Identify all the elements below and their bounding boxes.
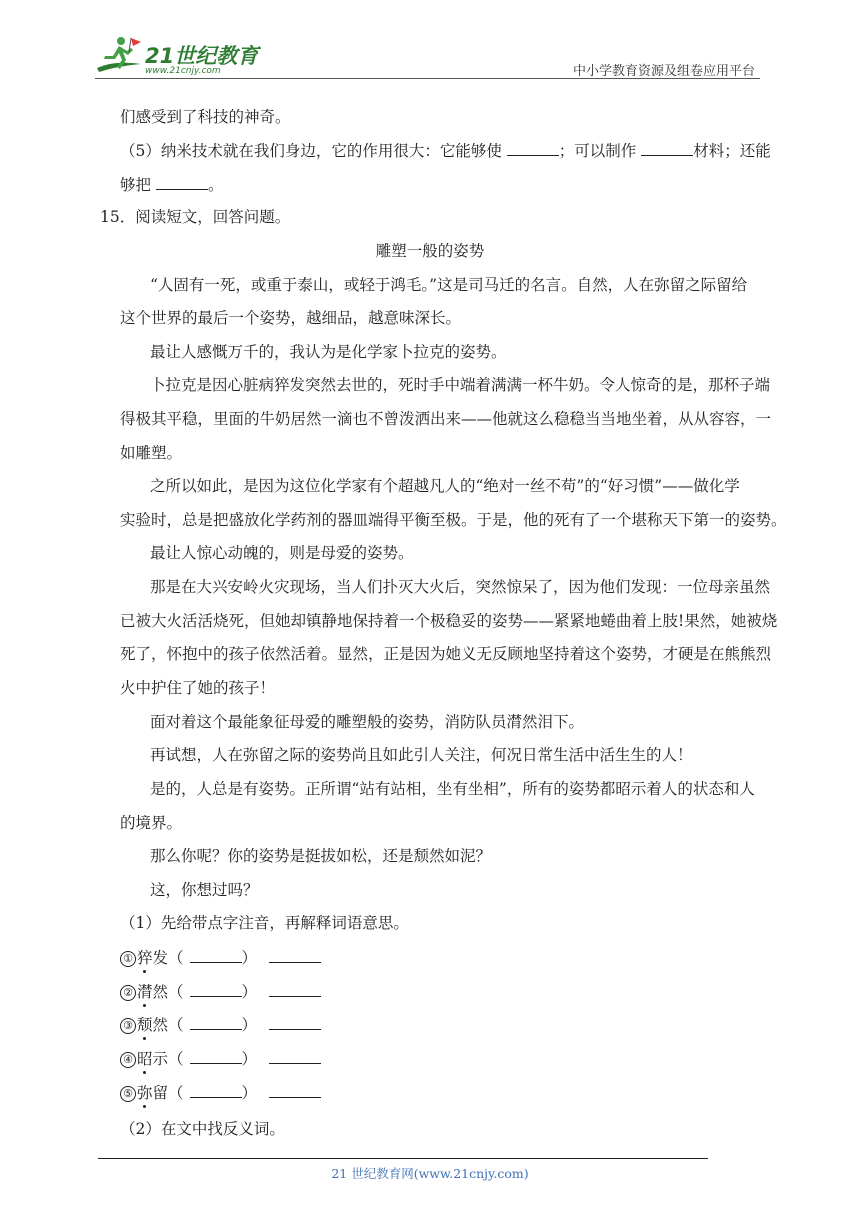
article-paragraph: 火中护住了她的孩子！ — [120, 679, 276, 697]
item-number: ⑤ — [120, 1086, 136, 1102]
paren-close: ） — [241, 1084, 258, 1102]
dotted-char: 颓 — [137, 1016, 153, 1034]
word-item — [120, 981, 321, 1002]
item-number: ① — [120, 951, 136, 967]
q14-p5-text-b: ；可以制作 — [558, 142, 642, 160]
paren-open: （ — [168, 1084, 184, 1102]
page-header — [95, 30, 760, 82]
article-paragraph: 得极其平稳，里面的牛奶居然一滴也不曾泼洒出来——他就这么稳稳当当地坐着，从从容容，一 — [120, 410, 772, 428]
paren-close: ） — [241, 983, 258, 1001]
article-paragraph: 已被大火活活烧死，但她却镇静地保持着一个极稳妥的姿势——紧紧地蜷曲着上肢!果然，她被烧 — [120, 612, 778, 630]
meaning-blank[interactable] — [269, 947, 321, 963]
paren-open: （ — [168, 949, 184, 967]
meaning-blank[interactable] — [269, 1082, 321, 1098]
footer-divider — [98, 1158, 708, 1159]
dotted-char: 弥 — [137, 1084, 153, 1102]
pinyin-blank[interactable] — [190, 981, 242, 997]
paren-close: ） — [241, 1016, 258, 1034]
pinyin-blank[interactable] — [190, 1048, 242, 1064]
paren-open: （ — [168, 983, 184, 1001]
logo-text: 21世纪教育 — [145, 44, 259, 68]
meaning-blank[interactable] — [269, 1014, 321, 1030]
word-rest: 然 — [152, 1016, 169, 1034]
item-number: ④ — [120, 1052, 136, 1068]
answer-blank[interactable] — [641, 140, 693, 156]
q15-sub2: （2）在文中找反义词。 — [120, 1120, 285, 1138]
q14-part5 — [120, 140, 771, 161]
article-paragraph: 再试想，人在弥留之际的姿势尚且如此引人关注，何况日常生活中活生生的人！ — [150, 746, 693, 764]
q15-sub1: （1）先给带点字注音，再解释词语意思。 — [120, 914, 409, 932]
word-item — [120, 1014, 321, 1035]
paren-close: ） — [241, 1050, 258, 1068]
dotted-char: 昭 — [137, 1050, 153, 1068]
item-number: ③ — [120, 1018, 136, 1034]
answer-blank[interactable] — [507, 140, 559, 156]
paren-open: （ — [168, 1050, 184, 1068]
word-rest: 发 — [152, 949, 169, 967]
pinyin-blank[interactable] — [190, 1014, 242, 1030]
article-paragraph: 卜拉克是因心脏病猝发突然去世的，死时手中端着满满一杯牛奶。令人惊奇的是，那杯子端 — [150, 376, 771, 394]
word-rest: 留 — [152, 1084, 169, 1102]
article-title: 雕塑一般的姿势 — [375, 242, 485, 260]
q14-p5-text-a: （5）纳米技术就在我们身边，它的作用很大：它能够使 — [120, 142, 507, 160]
q14-p5-text-e: 。 — [207, 176, 224, 194]
q14-p5-text-c: 材料；还能 — [693, 142, 771, 160]
article-paragraph: 这个世界的最后一个姿势，越细品，越意味深长。 — [120, 309, 462, 327]
word-rest: 然 — [152, 983, 169, 1001]
dotted-char: 潸 — [137, 983, 153, 1001]
meaning-blank[interactable] — [269, 1048, 321, 1064]
q14-part5-cont — [120, 174, 223, 195]
article-paragraph: 的境界。 — [120, 814, 183, 832]
item-number: ② — [120, 985, 136, 1001]
page-footer: 21 世纪教育网(www.21cnjy.com) — [331, 1166, 529, 1181]
paren-open: （ — [168, 1016, 184, 1034]
pinyin-blank[interactable] — [190, 947, 242, 963]
word-item — [120, 947, 321, 968]
article-paragraph: 那是在大兴安岭火灾现场，当人们扑灭大火后，突然惊呆了，因为他们发现：一位母亲虽然 — [150, 578, 771, 596]
answer-blank[interactable] — [156, 174, 208, 190]
dotted-char: 猝 — [137, 949, 153, 967]
paren-close: ） — [241, 949, 258, 967]
word-item — [120, 1048, 321, 1069]
article-paragraph: 那么你呢？你的姿势是挺拔如松，还是颓然如泥？ — [150, 847, 492, 865]
pinyin-blank[interactable] — [190, 1082, 242, 1098]
q14-p5-text-d: 够把 — [120, 176, 156, 194]
article-paragraph: 最让人感慨万千的，我认为是化学家卜拉克的姿势。 — [150, 343, 507, 361]
article-paragraph: 如雕塑。 — [120, 444, 183, 462]
logo — [95, 34, 260, 78]
q15-intro: 15．阅读短文，回答问题。 — [100, 208, 291, 226]
article-paragraph: “人固有一死，或重于泰山，或轻于鸿毛。”这是司马迁的名言。自然，人在弥留之际留给 — [150, 276, 748, 294]
article-paragraph: 是的，人总是有姿势。正所谓“站有站相，坐有坐相”，所有的姿势都昭示着人的状态和人 — [150, 780, 755, 798]
logo-url: www.21cnjy.com — [145, 66, 221, 76]
header-divider — [95, 78, 760, 79]
word-rest: 示 — [152, 1050, 169, 1068]
q14-continuation: 们感受到了科技的神奇。 — [120, 108, 291, 126]
article-paragraph: 面对着这个最能象征母爱的雕塑般的姿势，消防队员潸然泪下。 — [150, 713, 585, 731]
article-paragraph: 实验时，总是把盛放化学药剂的器皿端得平衡至极。于是，他的死有了一个堪称天下第一的姿势。 — [120, 511, 787, 529]
article-paragraph: 最让人惊心动魄的，则是母爱的姿势。 — [150, 544, 414, 562]
word-item — [120, 1082, 321, 1103]
article-paragraph: 死了，怀抱中的孩子依然活着。显然，正是因为她义无反顾地坚持着这个姿势，才硬是在熊熊烈 — [120, 645, 772, 663]
runner-logo-icon — [95, 34, 145, 78]
article-paragraph: 之所以如此，是因为这位化学家有个超越凡人的“绝对一丝不苟”的“好习惯”——做化学 — [150, 477, 740, 495]
article-paragraph: 这，你想过吗？ — [150, 881, 259, 899]
header-platform-label: 中小学教育资源及组卷应用平台 — [572, 64, 755, 79]
meaning-blank[interactable] — [269, 981, 321, 997]
